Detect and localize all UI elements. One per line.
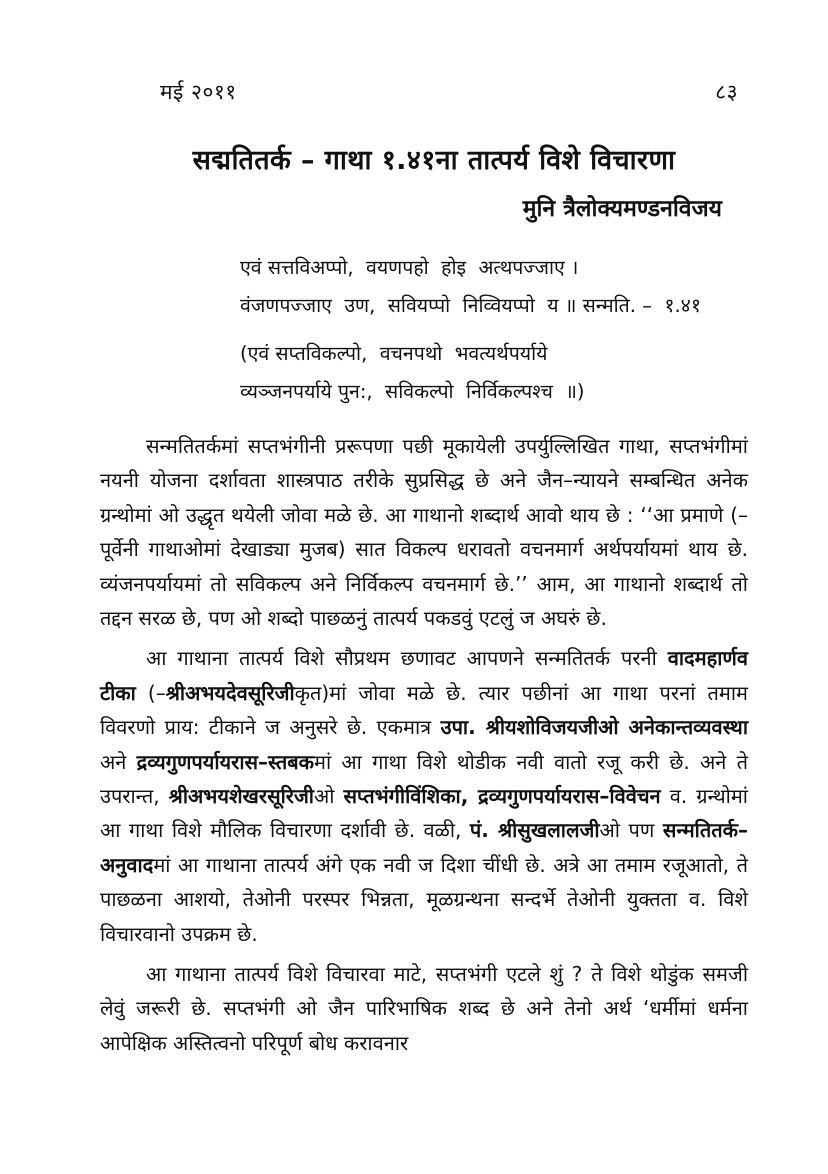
article-byline: मुनि त्रैलोक्यमण्डनविजय [522,196,722,222]
paragraph: आ गाथाना तात्पर्य विशे विचारवा माटे, सप्तभंगी एटले शुं ? ते विशे थोडुंक समजी लेवुं जरूरी छे. सप्तभंगी ओ जैन पारिभाषिक शब्द छे अने तेनो अर्थ ‘धर्मीमां धर्मना आपेक्षिक अस्तित्वनो परिपूर्ण बोध करावनार [100,961,748,1055]
paragraph: आ गाथाना तात्पर्य विशे सौप्रथम छणावट आपणने सन्मतितर्क परनी वादमहार्णव टीका (–श्रीअभयदेवसूरिजीकृत)मां जोवा मळे छे. त्यार पछीनां आ गाथा परनां तमाम विवरणो प्राय: टीकाने ज अनुसरे छे. एकमात्र उपा. श्रीयशोविजयजीओ अनेकान्तव्यवस्था अने द्रव्यगुणपर्यायरास–स्तबकमां आ गाथा विशे थोडीक नवी वातो रजू करी छे. अने ते उपरान्त, श्रीअभयशेखरसूरिजीओ सप्तभंगीविंशिका, द्रव्यगुणपर्यायरास–विवेचन व. ग्रन्थोमां आ गाथा विशे मौलिक विचारणा दर्शावी छे. वळी, पं. श्रीसुखलालजीओ पण सन्मतितर्क–अनुवादमां आ गाथाना तात्पर्य अंगे एक नवी ज दिशा चींधी छे. अत्रे आ तमाम रजूआतो, ते पाछळना आशयो, तेओनी परस्पर भिन्नता, मूळग्रन्थना सन्दर्भे तेओनी युक्तता व. विशे विचारवानो उपक्रम छे. [100,646,749,946]
verse-sanskrit-line-2: व्यञ्जनपर्याये पुन:, सविकल्पो निर्विकल्पश्च ॥) [240,380,585,404]
verse-sanskrit-line-1: (एवं सप्तविकल्पो, वचनपथो भवत्यर्थपर्याये [240,342,548,366]
page-header [100,78,748,106]
verse-prakrit [100,249,748,325]
issue-date: मई २०११ [160,80,237,104]
article-title: सद्मतितर्क – गाथा १.४१ना तात्पर्य विशे विचारणा [192,145,676,176]
page-number: ८३ [715,80,738,104]
verse-sanskrit [100,335,748,411]
verse-prakrit-line-1: एवं सत्तविअप्पो, वयणपहो होइ अत्थपज्जाए । [240,256,579,279]
verse-prakrit-line-2: वंजणपज्जाए उण, सवियप्पो निव्वियप्पो य ॥ सन्मति. – १.४१ [240,294,701,318]
paragraph: सन्मतितर्कमां सप्तभंगीनी प्ररूपणा पछी मूकायेली उपर्युल्लिखित गाथा, सप्तभंगीमां नयनी योजना दर्शावता शास्त्रपाठ तरीके सुप्रसिद्ध छे अने जैन–न्यायने सम्बन्धित अनेक ग्रन्थोमां ओ उद्धृत थयेली जोवा मळे छे. आ गाथानो शब्दार्थ आवो थाय छे : ‘‘आ प्रमाणे (–पूर्वेनी गाथाओमां देखाड्या मुजब) सात विकल्प धरावतो वचनमार्ग अर्थपर्यायमां थाय छे. व्यंजनपर्यायमां तो सविकल्प अने निर्विकल्प वचनमार्ग छे.’’ आम, आ गाथानो शब्दार्थ तो तद्दन सरळ छे, पण ओ शब्दो पाछळनुं तात्पर्य पकडवुं एटलुं ज अघरुं छे. [100,434,748,631]
article-body [100,429,748,1060]
